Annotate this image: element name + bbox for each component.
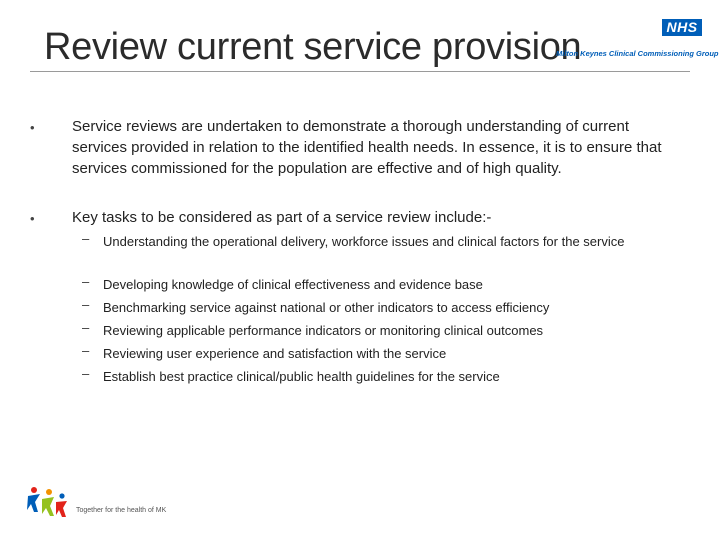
- sub-bullet-marker: –: [82, 274, 90, 289]
- sub-bullet-text: Understanding the operational delivery, workforce issues and clinical factors for the service: [103, 234, 625, 249]
- people-logo-icon: [24, 484, 70, 520]
- sub-bullet-marker: –: [82, 366, 90, 381]
- sub-bullet-marker: –: [82, 343, 90, 358]
- bullet-text: Service reviews are undertaken to demonstrate a thorough understanding of current services provided in relation to the identified health needs. In essence, it is to ensure that services commissioned for the population are effective and of high quality.: [72, 118, 662, 177]
- title-divider: [30, 71, 690, 72]
- sub-bullet-text: Benchmarking service against national or other indicators to access efficiency: [103, 300, 550, 315]
- bullet-marker: •: [30, 120, 35, 135]
- sub-bullet-marker: –: [82, 297, 90, 312]
- footer-tagline: Together for the health of MK: [76, 507, 167, 514]
- sub-bullet-text: Developing knowledge of clinical effectiveness and evidence base: [103, 277, 483, 292]
- bullet-text: Key tasks to be considered as part of a service review include:-: [72, 209, 492, 226]
- sub-bullet-marker: –: [82, 320, 90, 335]
- sub-bullet-text: Reviewing user experience and satisfaction with the service: [103, 346, 447, 361]
- sub-bullet-marker: –: [82, 231, 90, 246]
- sub-bullet-text: Reviewing applicable performance indicators or monitoring clinical outcomes: [103, 323, 544, 338]
- slide-title: Review current service provision: [44, 26, 582, 68]
- bullet-marker: •: [30, 211, 35, 226]
- nhs-logo: NHS: [662, 19, 702, 36]
- sub-bullet-text: Establish best practice clinical/public health guidelines for the service: [103, 369, 500, 384]
- ccg-name: Milton Keynes Clinical Commissioning Group: [556, 49, 719, 58]
